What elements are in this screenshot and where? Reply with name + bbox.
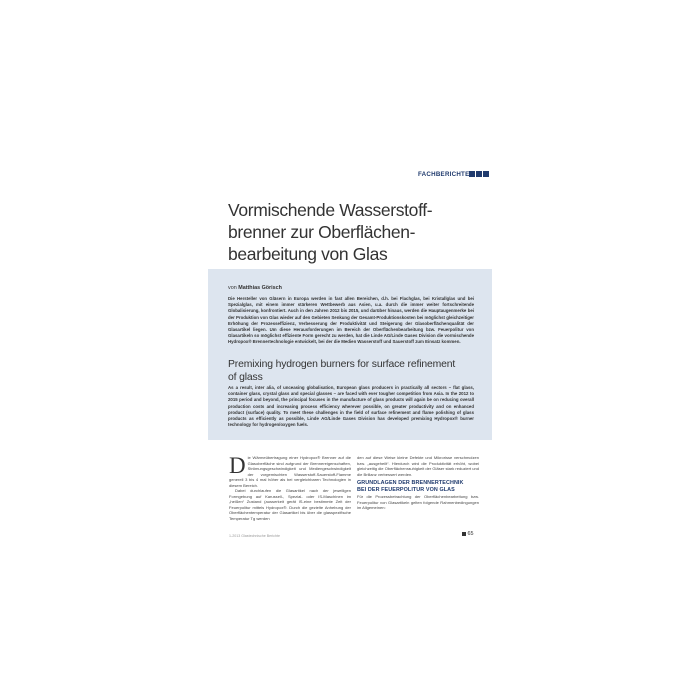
page-marker-icon [462,532,466,536]
subheading-line: BEI DER FEUERPOLITUR VON GLAS [357,486,455,493]
title-line: Vormischende Wasserstoff- [228,200,433,220]
drop-cap: D [229,453,246,478]
section-subheading [357,480,479,493]
section-marker-squares [469,171,489,177]
body-paragraph: Für die Prozessbetrachtung der Oberflächenbearbeitung bzw. Feuerpolitur von Glasartikeln gelten folgende Rahmenbedingungen im Allgemeinen: [357,494,479,511]
article-title [228,199,468,265]
author-name: Matthias Görisch [238,285,282,291]
abstract-german: Die Hersteller von Gläsern in Europa werden in fast allen Bereichen, d.h. bei Flachglas, bei Kristallglas und bei Spezialglas, mit einem immer stärkeren Wettbewerb aus Asien, u.a. durch die immer weiter fortschreitende Globalisierung, konfrontiert. Auch in den Jahren 2012 bis 2015, und darüber hinaus, werden die Hauptaugenmerke bei der Produktion von Glas wieder auf den Gebieten Senkung der Gesamt-Produktionskosten bei möglichst gleichzeitiger Erhöhung der Prozesseffizienz, Verbesserung der Produktivität und Steigerung der Glasoberflächenqualität der Glasartikel liegen. Um diese Herausforderungen im Bereich der Oberflächenbearbeitung bzw. Feuerpolitur von Glasartikeln so möglichst effiziente Form gerecht zu werden, hat die Linde AG/Linde Gases Division die vormischende Hydropox® Brennertechnologie entwickelt, bei der die Medien Wasserstoff und Sauerstoff zum Einsatz kommen. [228,296,474,345]
abstract-english: As a result, inter alia, of unceasing globalisation, European glass producers in practically all sectors – flat glass, container glass, crystal glass and special glasses – are faced with ever tougher competition from Asia. In the 2012 to 2015 period and beyond, the principal focuses in the manufacture of glass products will again be on reducing overall production costs and increasing process efficiency wherever possible, on greater productivity and on enhanced product (surface) quality. To meet these challenges in the field of surface refinement and flame polishing of glass products as efficiently as possible, Linde AG/Linde Gases Division has developed premixing Hydropox® burner technology for hydrogen/oxygen fuels. [228,385,474,428]
title-line: bearbeitung von Glas [228,244,388,264]
subheading-line: GRUNDLAGEN DER BRENNERTECHNIK [357,480,464,486]
body-paragraph [229,455,351,488]
footer-journal: 1-2013 Glastechnische Berichte [229,534,280,538]
page-number: 65 [467,531,474,537]
body-column-left [229,455,351,521]
footer-page-number [462,531,474,537]
body-column-right [357,455,479,511]
english-subtitle [228,359,478,384]
marker-square [483,171,489,177]
author-line [228,285,282,291]
subtitle-line: Premixing hydrogen burners for surface refinement [228,359,456,370]
paragraph-text: ie Wärmeübertragung einer Hydropox® Brenner auf die Glasoberfläche sind aufgrund der Brennereigenschaften, Strömungsgeschwindigkeit und Mediengeschwindigkeit der vorgemischten Wasserstoff-Sauerstoff-Flamme generell 3 bis 4 mal höher als bei vergleichbaren Technologien in diesem Bereich. [229,455,351,488]
marker-square [476,171,482,177]
section-label: FACHBERICHTE [418,171,470,178]
marker-square [469,171,475,177]
body-paragraph: den auf diese Weise kleine Defekte und Mikrorisse verschmolzen bzw. „ausgeheilt“. Hierdurch wird die Produktivität erhöht, wobei gleichzeitig die Oberflächenrauhigkeit der Gläser stark reduziert und die Brillanz verbessert werden. [357,455,479,477]
subtitle-line: of glass [228,371,263,383]
body-paragraph: Dabei durchlaufen die Glasartikel nach der jeweiligen Formgebung auf Karussell-, Spezial- oder IS-Maschinen im „heißen“ Zustand (ausserkeit gerät IS-eine bestimmte Zeit der Feuerpolitur mittels Hydropox®. Durch die gezielte Anhebung der Oberflächentemperatur der Glasartikel bis über die glasspezifische Temperatur Tg werden [229,488,351,521]
author-prefix: von [228,285,237,291]
title-line: brenner zur Oberflächen- [228,222,416,242]
